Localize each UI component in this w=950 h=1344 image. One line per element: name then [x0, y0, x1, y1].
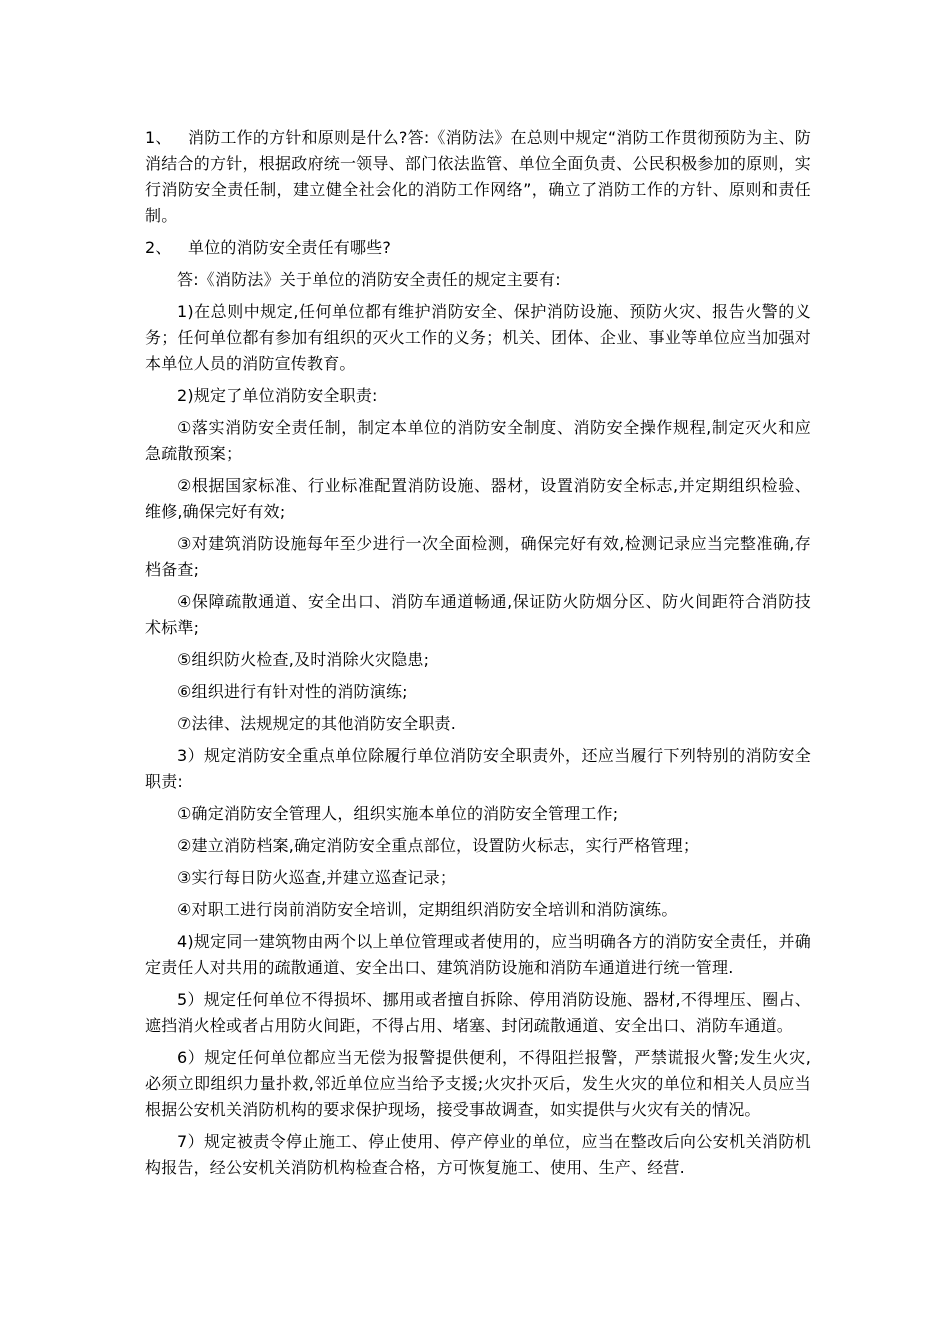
question-1-text: 消防工作的方针和原则是什么?答:《消防法》在总则中规定“消防工作贯彻预防为主、防消结合的方针，根据政府统一领导、部门依法监管、单位全面负责、公民积极参加的原则，实行消防安全责任制，建立健全社会化的消防工作网络”，确立了消防工作的方针、原则和责任制。 [145, 128, 811, 225]
answer-item-4: 4)规定同一建筑物由两个以上单位管理或者使用的，应当明确各方的消防安全责任，并确定责任人对共用的疏散通道、安全出口、建筑消防设施和消防车通道进行统一管理. [145, 932, 811, 977]
answer-item-2-sub-1: ①落实消防安全责任制，制定本单位的消防安全制度、消防安全操作规程,制定灭火和应急疏散预案； [145, 418, 811, 463]
answer-item-2-sub-5: ⑤组织防火检查,及时消除火灾隐患; [177, 650, 430, 669]
answer-item-1: 1)在总则中规定,任何单位都有维护消防安全、保护消防设施、预防火灾、报告火警的义务；任何单位都有参加有组织的灭火工作的义务；机关、团体、企业、事业等单位应当加强对本单位人员的消防宣传教育。 [145, 302, 811, 373]
answer-item-5: 5）规定任何单位不得损坏、挪用或者擅自拆除、停用消防设施、器材,不得埋压、圈占、遮挡消火栓或者占用防火间距，不得占用、堵塞、封闭疏散通道、安全出口、消防车通道。 [145, 990, 811, 1035]
question-2-number: 2、 [145, 238, 172, 257]
question-2 [145, 235, 811, 261]
answer-item-3-sub-1: ①确定消防安全管理人，组织实施本单位的消防安全管理工作; [177, 804, 619, 823]
question-1-number: 1、 [145, 128, 172, 147]
answer-item-2-sub-4: ④保障疏散通道、安全出口、消防车通道畅通,保证防火防烟分区、防火间距符合消防技术标準; [145, 592, 811, 637]
answer-item-2-sub-3: ③对建筑消防设施每年至少进行一次全面检测，确保完好有效,检测记录应当完整准确,存档备查; [145, 534, 811, 579]
answer-item-3-sub-3: ③实行每日防火巡查,并建立巡查记录； [177, 868, 457, 887]
answer-item-2-sub-7: ⑦法律、法规规定的其他消防安全职责. [177, 714, 457, 733]
answer-item-3-sub-4: ④对职工进行岗前消防安全培训，定期组织消防安全培训和消防演练。 [177, 900, 678, 919]
answer-item-2-sub-2: ②根据国家标准、行业标准配置消防设施、器材，设置消防安全标志,并定期组织检验、维修,确保完好有效; [145, 476, 811, 521]
answer-item-3-sub-2: ②建立消防档案,确定消防安全重点部位，设置防火标志，实行严格管理； [177, 836, 700, 855]
answer-item-6: 6）规定任何单位都应当无偿为报警提供便利，不得阻拦报警，严禁谎报火警;发生火灾,必须立即组织力量扑救,邻近单位应当给予支援;火灾扑灭后，发生火灾的单位和相关人员应当根据公安机关消防机构的要求保护现场，接受事故调查，如实提供与火灾有关的情况。 [145, 1048, 811, 1119]
answer-item-2-sub-6: ⑥组织进行有针对性的消防演练; [177, 682, 408, 701]
question-1 [145, 125, 811, 229]
answer-item-7: 7）规定被责令停止施工、停止使用、停产停业的单位，应当在整改后向公安机关消防机构报告，经公安机关消防机构检查合格，方可恢复施工、使用、生产、经营. [145, 1132, 811, 1177]
question-2-text: 单位的消防安全责任有哪些? [188, 238, 392, 257]
answer-item-3-heading: 3）规定消防安全重点单位除履行单位消防安全职责外，还应当履行下列特别的消防安全职责: [145, 746, 811, 791]
answer-item-2-heading: 2)规定了单位消防安全职责: [177, 386, 378, 405]
answer-intro: 答:《消防法》关于单位的消防安全责任的规定主要有: [177, 270, 561, 289]
document-body [145, 125, 811, 1187]
